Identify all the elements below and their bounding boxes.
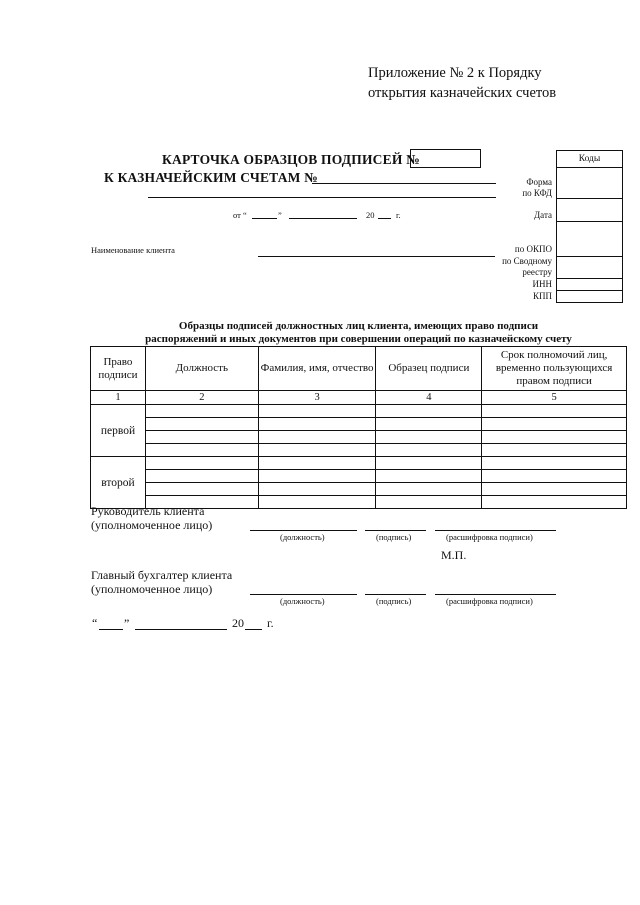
- table-cell[interactable]: [258, 496, 376, 509]
- table-cell[interactable]: [145, 483, 258, 496]
- date-year-suffix: г.: [396, 210, 401, 220]
- table-cell[interactable]: [376, 470, 482, 483]
- code-label-kpp: КПП: [532, 291, 552, 301]
- date-year-prefix: 20: [366, 210, 375, 220]
- accountant-label-1: Главный бухгалтер клиента: [91, 568, 233, 582]
- group-second: второй: [91, 457, 146, 509]
- table-cell[interactable]: [376, 431, 482, 444]
- bottom-date-close: ”: [124, 616, 130, 630]
- section-title-line-1: Образцы подписей должностных лиц клиента, имеющих право подписи: [178, 320, 539, 332]
- head-label-2: (уполномоченное лицо): [91, 518, 213, 532]
- client-name-label: Наименование клиента: [91, 245, 175, 255]
- accountant-label-2: (уполномоченное лицо): [91, 582, 213, 596]
- code-registry-cell[interactable]: [557, 257, 622, 279]
- head-label-1: Руководитель клиента: [91, 504, 205, 518]
- table-cell[interactable]: [258, 444, 376, 457]
- column-number: 5: [482, 391, 627, 405]
- code-label-registry-2: реестру: [522, 267, 552, 277]
- card-number-box[interactable]: [410, 149, 481, 168]
- bottom-date-day-line[interactable]: [99, 629, 123, 630]
- appendix-line-1: Приложение № 2 к Порядку: [368, 65, 542, 81]
- bottom-date-year-prefix: 20: [232, 616, 244, 630]
- stamp-label: М.П.: [441, 548, 467, 562]
- column-number: 2: [145, 391, 258, 405]
- head-position-line[interactable]: [250, 530, 357, 531]
- column-number: 1: [91, 391, 146, 405]
- code-label-kfd: по КФД: [522, 188, 552, 198]
- code-label-inn: ИНН: [532, 279, 552, 289]
- column-number: 4: [376, 391, 482, 405]
- date-day-line[interactable]: [252, 218, 277, 219]
- table-cell[interactable]: [376, 496, 482, 509]
- bottom-date-year-suffix: г.: [267, 616, 274, 630]
- client-name-line[interactable]: [258, 256, 495, 257]
- header-signature-sample: Образец подписи: [376, 347, 482, 391]
- table-cell[interactable]: [145, 431, 258, 444]
- header-position: Должность: [145, 347, 258, 391]
- table-cell[interactable]: [145, 457, 258, 470]
- codes-box: [556, 150, 623, 303]
- accountant-position-line[interactable]: [250, 594, 357, 595]
- table-cell[interactable]: [258, 405, 376, 418]
- group-first: первой: [91, 405, 146, 457]
- table-cell[interactable]: [482, 405, 627, 418]
- head-caption-decoding: (расшифровка подписи): [446, 532, 533, 542]
- card-title: КАРТОЧКА ОБРАЗЦОВ ПОДПИСЕЙ №: [162, 152, 420, 167]
- column-number: 3: [258, 391, 376, 405]
- code-label-form: Форма: [526, 177, 552, 187]
- head-decoding-line[interactable]: [435, 530, 556, 531]
- table-cell[interactable]: [145, 444, 258, 457]
- date-prefix: от “: [233, 210, 247, 220]
- codes-header: Коды: [557, 151, 622, 168]
- table-cell[interactable]: [482, 496, 627, 509]
- table-cell[interactable]: [482, 470, 627, 483]
- accounts-number-line-2[interactable]: [148, 197, 496, 198]
- date-month-line[interactable]: [289, 218, 357, 219]
- section-title-line-2: распоряжений и иных документов при совершении операций по казначейскому счету: [145, 333, 572, 345]
- table-cell[interactable]: [376, 457, 482, 470]
- bottom-date-month-line[interactable]: [135, 629, 227, 630]
- bottom-date-open: “: [92, 616, 98, 630]
- table-cell[interactable]: [482, 431, 627, 444]
- header-right: Право подписи: [91, 347, 146, 391]
- table-cell[interactable]: [376, 483, 482, 496]
- bottom-date-year-line[interactable]: [245, 629, 262, 630]
- code-label-registry-1: по Сводному: [502, 256, 552, 266]
- head-caption-signature: (подпись): [376, 532, 412, 542]
- code-kpp-cell[interactable]: [557, 291, 622, 302]
- table-cell[interactable]: [145, 405, 258, 418]
- signature-table: [90, 346, 627, 509]
- code-label-date: Дата: [534, 210, 552, 220]
- date-quote-close: ”: [278, 210, 282, 220]
- code-okpo-cell[interactable]: [557, 222, 622, 257]
- code-date-cell[interactable]: [557, 199, 622, 222]
- table-cell[interactable]: [482, 444, 627, 457]
- accounts-title: К КАЗНАЧЕЙСКИМ СЧЕТАМ №: [104, 170, 318, 185]
- table-cell[interactable]: [258, 418, 376, 431]
- table-cell[interactable]: [482, 483, 627, 496]
- table-cell[interactable]: [258, 431, 376, 444]
- table-cell[interactable]: [145, 470, 258, 483]
- table-cell[interactable]: [376, 444, 482, 457]
- header-full-name: Фамилия, имя, отчество: [258, 347, 376, 391]
- accountant-caption-position: (должность): [280, 596, 325, 606]
- head-caption-position: (должность): [280, 532, 325, 542]
- date-year-line[interactable]: [378, 218, 391, 219]
- table-cell[interactable]: [145, 418, 258, 431]
- head-signature-line[interactable]: [365, 530, 426, 531]
- table-cell[interactable]: [482, 418, 627, 431]
- table-cell[interactable]: [258, 457, 376, 470]
- code-form-cell[interactable]: [557, 168, 622, 199]
- code-label-okpo: по ОКПО: [514, 244, 552, 254]
- accountant-caption-signature: (подпись): [376, 596, 412, 606]
- table-cell[interactable]: [376, 405, 482, 418]
- table-cell[interactable]: [482, 457, 627, 470]
- code-inn-cell[interactable]: [557, 279, 622, 291]
- table-cell[interactable]: [258, 470, 376, 483]
- appendix-line-2: открытия казначейских счетов: [368, 85, 557, 101]
- accountant-caption-decoding: (расшифровка подписи): [446, 596, 533, 606]
- accountant-signature-line[interactable]: [365, 594, 426, 595]
- table-cell[interactable]: [258, 483, 376, 496]
- table-cell[interactable]: [376, 418, 482, 431]
- header-authority-term: Срок полномочий лиц, временно пользующихся правом подписи: [482, 347, 627, 391]
- accountant-decoding-line[interactable]: [435, 594, 556, 595]
